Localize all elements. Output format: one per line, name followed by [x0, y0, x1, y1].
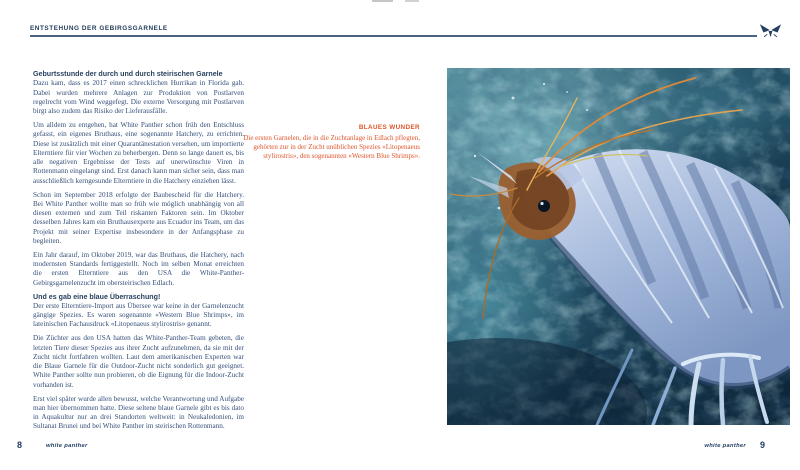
fold-mark [405, 0, 419, 2]
section-kicker: ENTSTEHUNG DER GEBIRGSGARNELE [30, 25, 168, 32]
page-number-left: 8 [17, 440, 23, 450]
shrimp-photo [447, 68, 790, 425]
paragraph: Die Züchter aus den USA hatten das White-Panther-Team gebeten, die letzten Tiere dieser Spezies aus ihrer Zucht aufzunehmen, da sie mit der Zucht nicht fortfahren wollten. Laut dem amerikanischen Experten war die Blaue Garnele für die Outdoor-Zucht nicht sonderlich gut geeignet. White Panther sollte nun probieren, ob die Eignung für die Indoor-Zucht vorhanden ist. [33, 334, 244, 389]
fold-mark [372, 0, 393, 2]
page-number-right: 9 [760, 440, 766, 450]
paragraph: Schon im September 2018 erfolgte der Baubescheid für die Hatchery. Bei White Panther wollte man so früh wie möglich unabhängig von all diesen externen und zum Teil riskanten Faktoren sein. Im Oktober desselben Jahres kam ein Bruthausexperte aus Ecuador ins Team, um das Projekt mit seiner Expertise insbesondere in der Anfangsphase zu begleiten. [33, 190, 244, 246]
caption-title: BLAUES WUNDER [358, 124, 420, 131]
section-heading: Geburtsstunde der durch und durch steirischen Garnele [33, 70, 223, 78]
shrimp-icon [759, 22, 782, 39]
photo-caption [240, 124, 420, 161]
caption-text: Die ersten Garnelen, die in die Zuchtanlage in Edlach pflegten, gehörten zur in der Zucht unüblichen Spezies «Litopenaeus stylirostris», den sogenannten «Western Blue Shrimps». [243, 133, 420, 160]
paragraph: Um alldem zu entgehen, hat White Panther schon früh den Entschluss gefasst, ein eigenes Bruthaus, eine sogenannte Hatchery, zu errichten. Diese ist zusätzlich mit einer Quarantänestation versehen, um importierte Elterntiere für vier Wochen zu beherbergen. Denn so lange dauert es, bis alle negativen Ergebnisse der Tests auf unerwünschte Viren in Rottenmann eingelangt sind. Erst danach kann man sicher sein, dass man ausschließlich kerngesunde Elterntiere in die Hatchery einziehen lässt. [33, 120, 244, 185]
section-heading: Und es gab eine blaue Überraschung! [33, 292, 161, 301]
article-column [33, 70, 244, 436]
article-section-2 [33, 293, 244, 432]
header-rule [30, 35, 757, 37]
paragraph: Ein Jahr darauf, im Oktober 2019, war das Bruthaus, die Hatchery, nach modernsten Standards fertiggestellt. Noch im selben Monat erreichten die ersten Elterntiere aus den USA die White-Panther-Gebirgsgarnelenzucht im obersteirischen Edlach. [33, 250, 244, 287]
paragraph: Erst viel später wurde allen bewusst, welche Verantwortung und Aufgabe man hier übernommen hatte. Diese seltene blaue Garnele gibt es bis dato in Aquakultur nur an drei Standorten weltweit: in Neukaledonien, im Sultanat Brunei und bei White Panther im steirischen Rottenmann. [33, 394, 244, 431]
paragraph: Der erste Elterntiere-Import aus Übersee war keine in der Garnelenzucht gängige Spezies. Es waren sogenannte «Western Blue Shrimps», im lateinischen Fachausdruck «Litopenaeus stylirostris» genannt. [33, 301, 244, 329]
article-section-1 [33, 70, 244, 288]
folio-label-right: white panther [704, 443, 746, 449]
folio-label-left: white panther [46, 443, 88, 449]
paragraph: Dazu kam, dass es 2017 einen schrecklichen Hurrikan in Florida gab. Dabei wurden mehrere Anlagen zur Produktion von Postlarven regelrecht vom Wind weggefegt. Die externe Versorgung mit Postlarven birgt also zudem das Risiko der Lieferausfälle. [33, 79, 244, 116]
